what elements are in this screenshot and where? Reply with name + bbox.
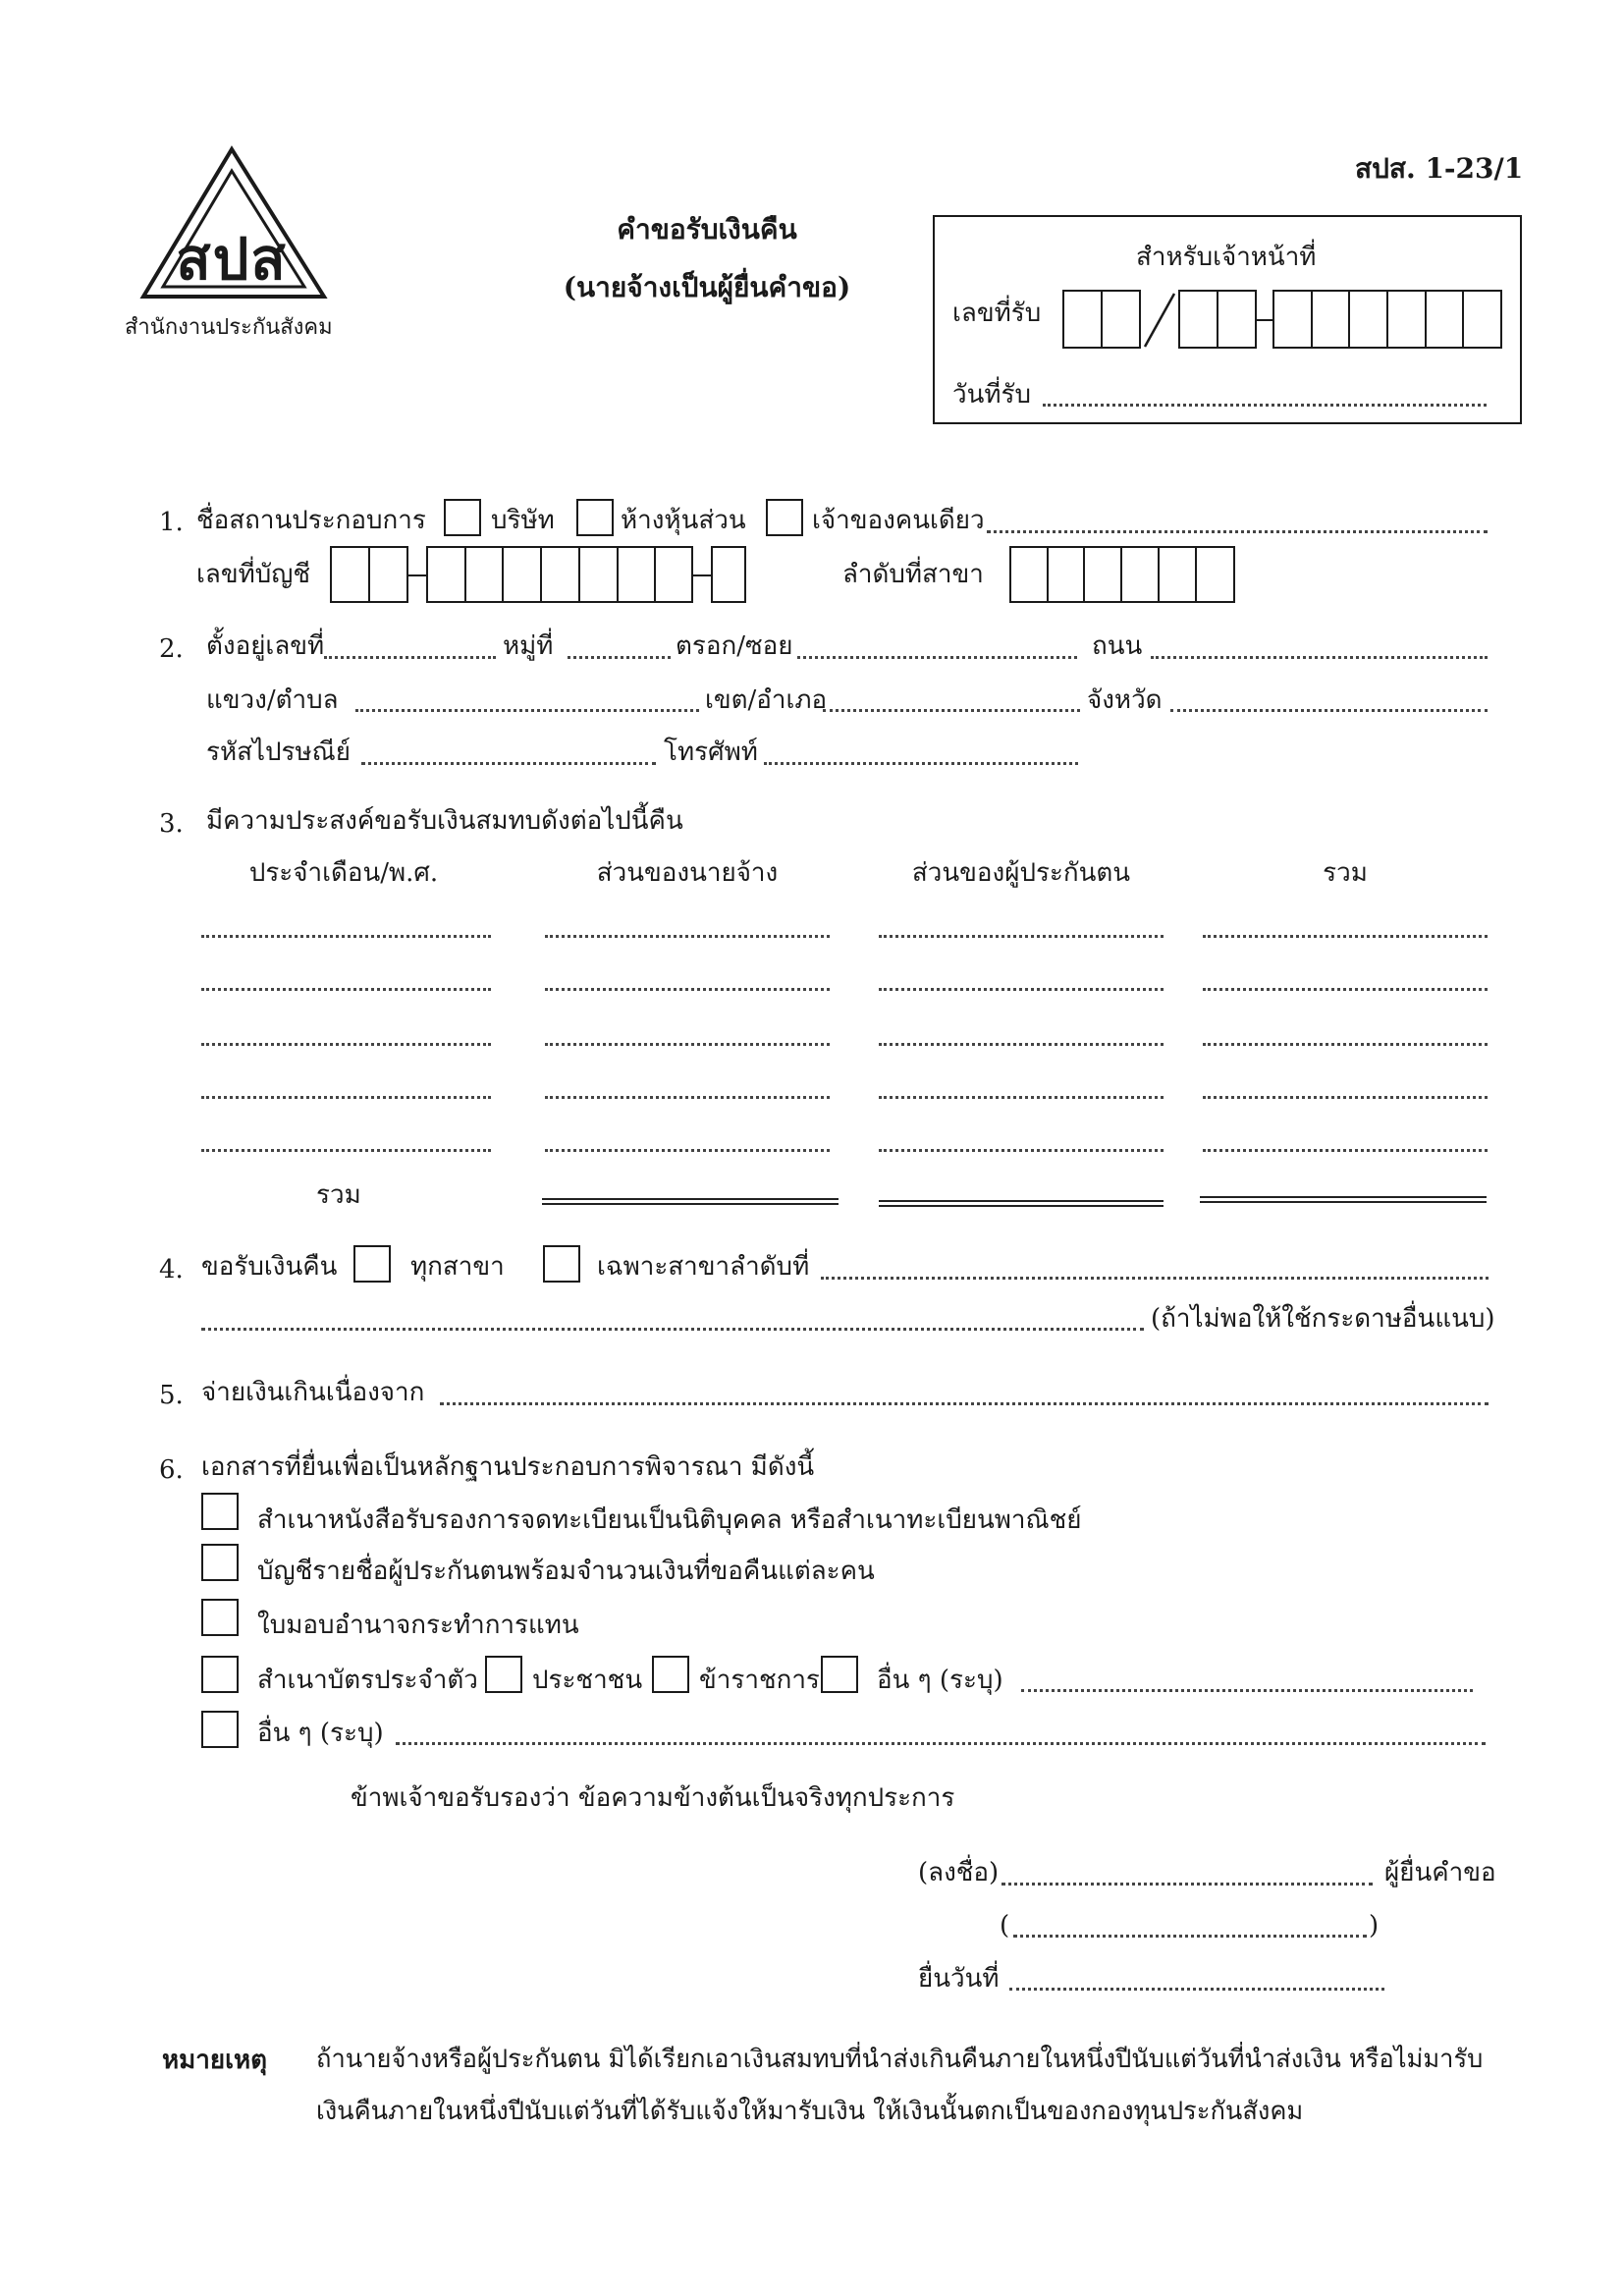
account-dash-1 — [408, 574, 426, 576]
province-label: จังหวัด — [1087, 685, 1163, 715]
row2-month[interactable] — [201, 988, 491, 991]
moo-label: หมู่ที่ — [503, 631, 554, 661]
account-no-cells-c[interactable] — [711, 546, 746, 603]
doc-power-of-attorney-label: ใบมอบอำนาจกระทำการแทน — [257, 1611, 579, 1640]
subdistrict-label: แขวง/ตำบล — [206, 685, 339, 715]
moo-field[interactable] — [568, 656, 671, 659]
row3-total[interactable] — [1203, 1043, 1488, 1046]
row5-employer[interactable] — [545, 1149, 830, 1152]
row1-insured[interactable] — [879, 935, 1164, 938]
address-no-field[interactable] — [324, 656, 496, 659]
overpayment-reason-field[interactable] — [440, 1402, 1489, 1405]
section-2-num: 2. — [159, 634, 184, 664]
id-citizen-checkbox[interactable] — [485, 1656, 522, 1693]
name-open-paren: ( — [1000, 1911, 1010, 1941]
district-label: เขต/อำเภอ — [705, 685, 828, 715]
row5-insured[interactable] — [879, 1149, 1164, 1152]
submit-date-label: ยื่นวันที่ — [918, 1964, 1000, 1994]
postcode-field[interactable] — [361, 762, 656, 765]
doc-id-card-label: สำเนาบัตรประจำตัว — [257, 1666, 478, 1695]
org-name: สำนักงานประกันสังคม — [125, 315, 333, 340]
remark-label: หมายเหตุ — [162, 2046, 268, 2075]
partnership-label: ห้างหุ้นส่วน — [621, 506, 746, 535]
section-1-num: 1. — [159, 508, 184, 537]
account-no-cells-a[interactable] — [330, 546, 408, 603]
branch-no-cells[interactable] — [1009, 546, 1235, 603]
receipt-no-cells-a[interactable] — [1062, 290, 1141, 349]
row2-total[interactable] — [1203, 988, 1488, 991]
printed-name-field[interactable] — [1013, 1935, 1367, 1938]
svg-text:สปส: สปส — [176, 226, 288, 293]
receipt-no-cells-b[interactable] — [1178, 290, 1257, 349]
company-label: บริษัท — [491, 506, 555, 535]
doc-insured-list-label: บัญชีรายชื่อผู้ประกันตนพร้อมจำนวนเงินที่ขอคืนแต่ละคน — [257, 1557, 875, 1586]
sole-owner-checkbox[interactable] — [766, 499, 803, 536]
id-other-checkbox[interactable] — [821, 1656, 858, 1693]
phone-field[interactable] — [764, 762, 1078, 765]
doc-insured-list-checkbox[interactable] — [201, 1544, 239, 1581]
soi-field[interactable] — [797, 656, 1077, 659]
row4-employer[interactable] — [545, 1096, 830, 1099]
establishment-label: ชื่อสถานประกอบการ — [196, 506, 426, 535]
province-field[interactable] — [1170, 709, 1488, 712]
all-branches-label: ทุกสาขา — [410, 1252, 505, 1282]
receipt-no-label: เลขที่รับ — [952, 299, 1042, 328]
receipt-date-field[interactable] — [1043, 404, 1487, 407]
branch-no-label: ลำดับที่สาขา — [842, 560, 984, 589]
row5-total[interactable] — [1203, 1149, 1488, 1152]
section-5-num: 5. — [159, 1381, 184, 1410]
applicant-label: ผู้ยื่นคำขอ — [1384, 1858, 1496, 1887]
row3-insured[interactable] — [879, 1043, 1164, 1046]
doc-registration-label: สำเนาหนังสือรับรองการจดทะเบียนเป็นนิติบุคคล หรือสำเนาทะเบียนพาณิชย์ — [257, 1505, 1082, 1535]
overpayment-reason-label: จ่ายเงินเกินเนื่องจาก — [201, 1378, 425, 1407]
slash-separator — [1141, 290, 1178, 349]
section-6-num: 6. — [159, 1455, 184, 1485]
specific-branch-label: เฉพาะสาขาลำดับที่ — [597, 1252, 810, 1282]
total-insured-line — [879, 1200, 1164, 1207]
doc-other-label: อื่น ๆ (ระบุ) — [257, 1719, 384, 1748]
remark-line-1: ถ้านายจ้างหรือผู้ประกันตน มิได้เรียกเอาเงินสมทบที่นำส่งเกินคืนภายในหนึ่งปีนับแต่วันที่นำส่งเงิน หรือไม่มารับ — [316, 2045, 1484, 2074]
form-subtitle: (นายจ้างเป็นผู้ยื่นคำขอ) — [563, 271, 851, 303]
id-official-label: ข้าราชการ — [699, 1666, 820, 1695]
row1-total[interactable] — [1203, 935, 1488, 938]
address-no-label: ตั้งอยู่เลขที่ — [206, 631, 325, 661]
district-field[interactable] — [823, 709, 1080, 712]
account-no-cells-b[interactable] — [426, 546, 693, 603]
row4-month[interactable] — [201, 1096, 491, 1099]
row4-insured[interactable] — [879, 1096, 1164, 1099]
receipt-date-label: วันที่รับ — [952, 380, 1031, 410]
partnership-checkbox[interactable] — [576, 499, 614, 536]
doc-other-checkbox[interactable] — [201, 1711, 239, 1748]
form-title: คำขอรับเงินคืน — [617, 213, 797, 246]
signature-field[interactable] — [1001, 1883, 1373, 1886]
certification-statement: ข้าพเจ้าขอรับรองว่า ข้อความข้างต้นเป็นจริงทุกประการ — [351, 1783, 955, 1813]
section-3-num: 3. — [159, 809, 184, 839]
doc-power-of-attorney-checkbox[interactable] — [201, 1599, 239, 1636]
col-month-year: ประจำเดือน/พ.ศ. — [248, 858, 439, 888]
soi-label: ตรอก/ซอย — [676, 631, 793, 661]
subdistrict-field[interactable] — [355, 709, 699, 712]
col-insured-share: ส่วนของผู้ประกันตน — [911, 858, 1131, 888]
row3-month[interactable] — [201, 1043, 491, 1046]
remark-line-2: เงินคืนภายในหนึ่งปีนับแต่วันที่ได้รับแจ้งให้มารับเงิน ให้เงินนั้นตกเป็นของกองทุนประกันสังคม — [316, 2097, 1304, 2126]
id-other-label: อื่น ๆ (ระบุ) — [877, 1666, 1003, 1695]
sso-logo — [137, 145, 334, 302]
specific-branch-checkbox[interactable] — [543, 1245, 580, 1283]
submit-date-field[interactable] — [1009, 1988, 1384, 1991]
establishment-name-field[interactable] — [987, 530, 1488, 533]
account-dash-2 — [693, 574, 711, 576]
sign-label: (ลงชื่อ) — [918, 1858, 1000, 1887]
receipt-no-cells-c[interactable] — [1272, 290, 1502, 349]
section-4-num: 4. — [159, 1255, 184, 1285]
documents-label: เอกสารที่ยื่นเพื่อเป็นหลักฐานประกอบการพิจารณา มีดังนี้ — [201, 1452, 815, 1482]
postcode-label: รหัสไปรษณีย์ — [206, 738, 352, 767]
phone-label: โทรศัพท์ — [664, 738, 758, 767]
row2-employer[interactable] — [545, 988, 830, 991]
attach-paper-note: (ถ้าไม่พอให้ใช้กระดาษอื่นแนบ) — [1151, 1304, 1495, 1334]
total-sum-line — [1200, 1196, 1487, 1203]
id-official-checkbox[interactable] — [652, 1656, 689, 1693]
sole-owner-label: เจ้าของคนเดียว — [812, 506, 985, 535]
dash-separator — [1257, 319, 1272, 321]
row3-employer[interactable] — [545, 1043, 830, 1046]
doc-id-card-checkbox[interactable] — [201, 1656, 239, 1693]
id-other-field[interactable] — [1021, 1689, 1473, 1692]
form-code: สปส. 1-23/1 — [1355, 152, 1524, 185]
company-checkbox[interactable] — [444, 499, 481, 536]
all-branches-checkbox[interactable] — [353, 1245, 391, 1283]
refund-request-label: มีความประสงค์ขอรับเงินสมทบดังต่อไปนี้คืน — [206, 806, 683, 836]
doc-registration-checkbox[interactable] — [201, 1493, 239, 1530]
col-employer-share: ส่วนของนายจ้าง — [596, 858, 779, 888]
account-no-label: เลขที่บัญชี — [196, 560, 311, 589]
officer-box-title: สำหรับเจ้าหน้าที่ — [1136, 243, 1317, 272]
road-field[interactable] — [1151, 656, 1488, 659]
doc-other-field[interactable] — [396, 1742, 1486, 1745]
specific-branch-field-2[interactable] — [201, 1328, 1144, 1331]
specific-branch-field[interactable] — [821, 1277, 1489, 1280]
total-employer-line — [542, 1198, 839, 1205]
col-total: รวม — [1323, 858, 1368, 888]
row1-month[interactable] — [201, 935, 491, 938]
row4-total[interactable] — [1203, 1096, 1488, 1099]
row2-insured[interactable] — [879, 988, 1164, 991]
id-citizen-label: ประชาชน — [532, 1666, 643, 1695]
refund-label: ขอรับเงินคืน — [201, 1252, 338, 1282]
row1-employer[interactable] — [545, 935, 830, 938]
name-close-paren: ) — [1369, 1911, 1380, 1941]
row5-month[interactable] — [201, 1149, 491, 1152]
road-label: ถนน — [1092, 631, 1143, 661]
table-total-label: รวม — [316, 1180, 361, 1210]
